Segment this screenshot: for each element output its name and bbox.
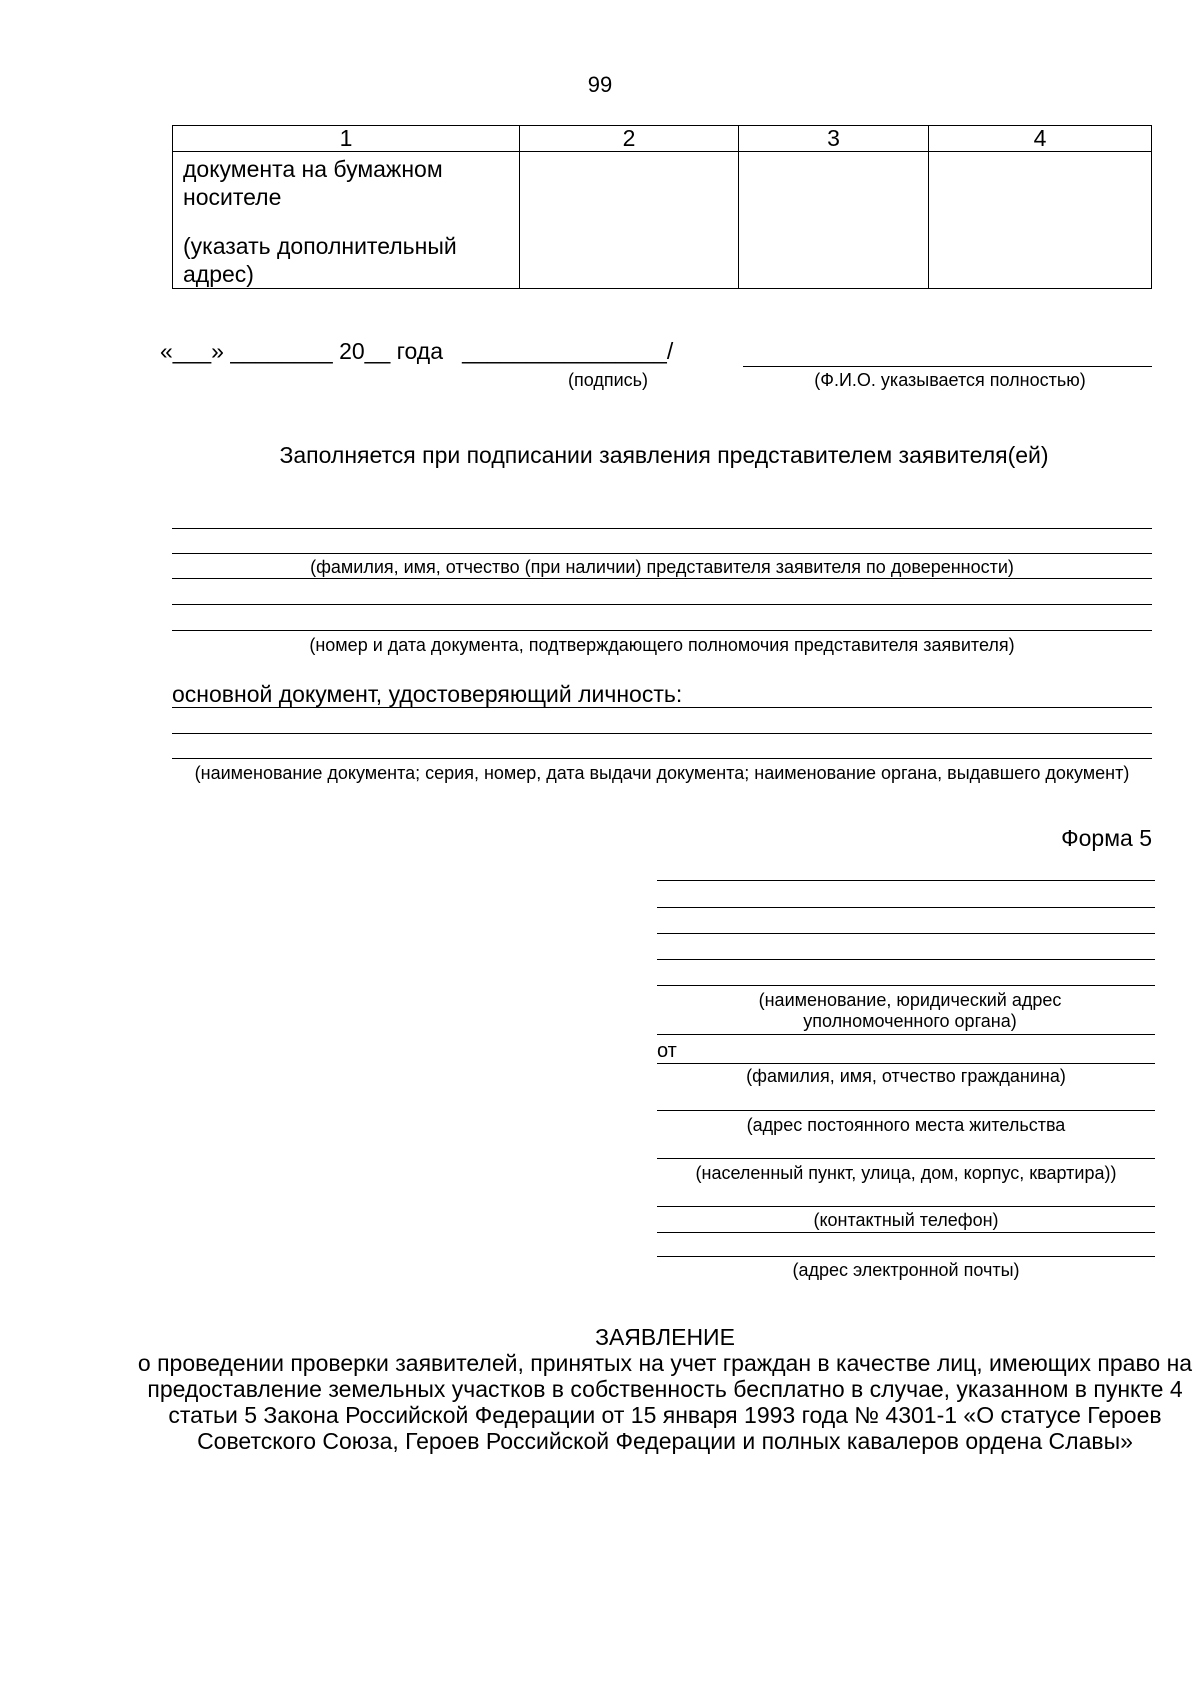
blank-line bbox=[657, 1110, 1155, 1111]
fio-caption: (Ф.И.О. указывается полностью) bbox=[814, 370, 1086, 390]
form-label: Форма 5 bbox=[1061, 825, 1152, 851]
table-cell bbox=[520, 152, 739, 289]
table-header-cell: 2 bbox=[520, 126, 739, 152]
blank-line bbox=[172, 553, 1152, 554]
table-cell bbox=[173, 152, 520, 289]
blank-line bbox=[657, 1206, 1155, 1207]
blank-line bbox=[657, 1158, 1155, 1159]
table-header-row bbox=[173, 126, 1152, 152]
residence-caption: (адрес постоянного места жительства bbox=[746, 1115, 1066, 1135]
statement-body: о проведении проверки заявителей, принятых на учет граждан в качестве лиц, имеющих право на предоставление земельных участков в собственность бесплатно в случае, указанном в пункте 4 статьи 5 Закона Российской Федерации от 15 января 1993 года № 4301-1 «О статусе Героев Советского Союза, Героев Российской Федерации и полных кавалеров ордена Славы» bbox=[137, 1350, 1193, 1454]
email-caption: (адрес электронной почты) bbox=[792, 1260, 1020, 1280]
blank-line bbox=[657, 933, 1155, 934]
representative-heading: Заполняется при подписании заявления представителем заявителя(ей) bbox=[279, 442, 1049, 468]
blank-line bbox=[657, 1063, 1155, 1064]
table-header-cell: 3 bbox=[739, 126, 929, 152]
blank-line bbox=[657, 1034, 1155, 1035]
blank-line bbox=[172, 528, 1152, 529]
signature-caption: (подпись) bbox=[567, 370, 649, 390]
statement-title: ЗАЯВЛЕНИЕ bbox=[595, 1324, 735, 1350]
date-signature-line: «___» ________ 20__ года ________________/ bbox=[160, 338, 674, 364]
citizen-name-caption: (фамилия, имя, отчество гражданина) bbox=[746, 1066, 1066, 1086]
from-label: от bbox=[657, 1040, 677, 1062]
blank-line bbox=[172, 604, 1152, 605]
blank-line bbox=[657, 880, 1155, 881]
id-document-caption: (наименование документа; серия, номер, дата выдачи документа; наименование органа, выдавшего документ) bbox=[194, 763, 1130, 783]
blank-line bbox=[657, 985, 1155, 986]
table-cell-text: документа на бумажном носителе bbox=[183, 156, 443, 210]
blank-line bbox=[172, 707, 1152, 708]
phone-caption: (контактный телефон) bbox=[813, 1210, 999, 1230]
representative-name-caption: (фамилия, имя, отчество (при наличии) представителя заявителя по доверенности) bbox=[310, 557, 1014, 577]
authority-caption: (наименование, юридический адрес уполномоченного органа) bbox=[758, 990, 1062, 1031]
blank-line bbox=[657, 959, 1155, 960]
blank-line bbox=[172, 733, 1152, 734]
table-cell bbox=[739, 152, 929, 289]
authority-document-caption: (номер и дата документа, подтверждающего полномочия представителя заявителя) bbox=[309, 635, 1015, 655]
blank-line bbox=[172, 630, 1152, 631]
blank-line bbox=[172, 578, 1152, 579]
table-header-cell: 1 bbox=[173, 126, 520, 152]
id-document-label: основной документ, удостоверяющий личность: bbox=[172, 681, 683, 707]
blank-line bbox=[172, 758, 1152, 759]
residence-caption-2: (населенный пункт, улица, дом, корпус, квартира)) bbox=[695, 1163, 1117, 1183]
fio-line bbox=[743, 366, 1152, 367]
table-row bbox=[173, 152, 1152, 289]
table-header-cell: 4 bbox=[929, 126, 1152, 152]
table-cell-note: (указать дополнительный адрес) bbox=[183, 233, 457, 287]
blank-line bbox=[657, 907, 1155, 908]
statement-block bbox=[120, 1324, 1200, 1454]
continuation-table bbox=[172, 125, 1152, 289]
page-number: 99 bbox=[587, 72, 613, 97]
table-cell bbox=[929, 152, 1152, 289]
blank-line bbox=[657, 1232, 1155, 1233]
blank-line bbox=[657, 1256, 1155, 1257]
